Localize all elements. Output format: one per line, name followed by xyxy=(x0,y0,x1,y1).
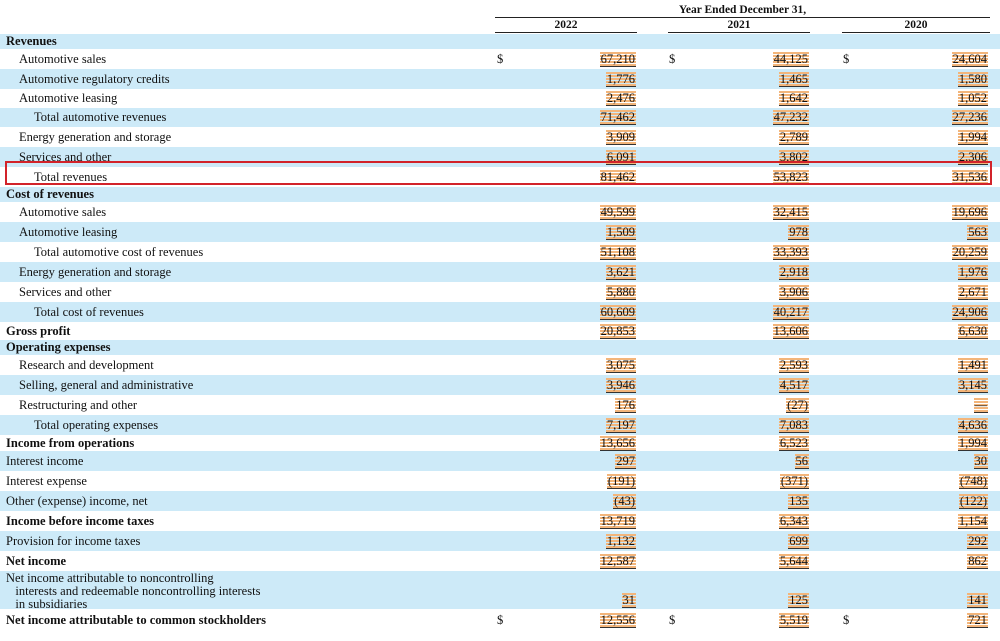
row-label: Net income attributable to common stockholders xyxy=(6,613,267,627)
cell-value: 978 xyxy=(789,225,808,239)
row-label: Cost of revenues xyxy=(6,187,94,201)
row-label: Other (expense) income, net xyxy=(6,494,148,508)
value-cell-2021 xyxy=(699,355,809,375)
value-cell-2020 xyxy=(878,49,988,69)
row-label: Total automotive revenues xyxy=(34,110,167,124)
cell-value: (27) xyxy=(787,398,808,412)
table-row xyxy=(0,609,1000,631)
cell-value: 24,604 xyxy=(952,52,987,66)
row-label: Provision for income taxes xyxy=(6,534,141,548)
row-label: Interest expense xyxy=(6,474,87,488)
value-cell-2020 xyxy=(878,471,988,491)
row-label: Interest income xyxy=(6,454,84,468)
value-cell-2020 xyxy=(878,375,988,395)
year-header-2021: 2021 xyxy=(668,18,810,33)
value-cell-2021 xyxy=(699,222,809,242)
value-cell-2022 xyxy=(526,375,636,395)
value-cell-2020 xyxy=(878,69,988,89)
cell-value: 1,976 xyxy=(958,265,987,279)
value-cell-2020 xyxy=(878,222,988,242)
table-row xyxy=(0,202,1000,222)
cell-value: 2,593 xyxy=(779,358,808,372)
table-row xyxy=(0,108,1000,127)
row-label: Services and other xyxy=(19,285,112,299)
table-row xyxy=(0,147,1000,167)
row-label: Energy generation and storage xyxy=(19,265,172,279)
cell-value: 81,462 xyxy=(600,170,635,184)
row-label: Energy generation and storage xyxy=(19,130,172,144)
row-label: Automotive regulatory credits xyxy=(19,72,170,86)
cell-value: — xyxy=(974,398,987,412)
value-cell-2021 xyxy=(699,322,809,340)
value-cell-2022 xyxy=(526,551,636,571)
value-cell-2021 xyxy=(699,609,809,631)
cell-value: 1,509 xyxy=(606,225,635,239)
cell-value: 2,918 xyxy=(779,265,808,279)
cell-value: 31 xyxy=(622,593,635,607)
cell-value: 5,644 xyxy=(779,554,808,568)
value-cell-2020 xyxy=(878,147,988,167)
table-row xyxy=(0,435,1000,451)
dollar-sign: $ xyxy=(843,613,850,627)
cell-value: 125 xyxy=(789,593,808,607)
cell-value: (371) xyxy=(780,474,808,488)
table-row xyxy=(0,69,1000,89)
value-cell-2022 xyxy=(526,355,636,375)
value-cell-2021 xyxy=(699,491,809,511)
value-cell-2020 xyxy=(878,551,988,571)
cell-value: 51,108 xyxy=(600,245,635,259)
cell-value: 135 xyxy=(789,494,808,508)
cell-value: 47,232 xyxy=(773,110,808,124)
dollar-sign: $ xyxy=(669,52,676,66)
cell-value: 176 xyxy=(616,398,635,412)
cell-value: 32,415 xyxy=(773,205,808,219)
cell-value: 5,519 xyxy=(779,613,808,627)
value-cell-2021 xyxy=(699,167,809,187)
value-cell-2020 xyxy=(878,531,988,551)
value-cell-2021 xyxy=(699,375,809,395)
cell-value: 19,696 xyxy=(952,205,987,219)
row-label: Automotive sales xyxy=(19,205,107,219)
cell-value: 7,197 xyxy=(606,418,635,432)
value-cell-2022 xyxy=(526,302,636,322)
cell-value: 6,343 xyxy=(779,514,808,528)
value-cell-2021 xyxy=(699,395,809,415)
cell-value: 1,776 xyxy=(606,72,635,86)
value-cell-2020 xyxy=(878,491,988,511)
cell-value: 49,599 xyxy=(600,205,635,219)
value-cell-2022 xyxy=(526,262,636,282)
row-label: Total cost of revenues xyxy=(34,305,144,319)
value-cell-2021 xyxy=(699,242,809,262)
cell-value: 13,719 xyxy=(600,514,635,528)
cell-value: 33,393 xyxy=(773,245,808,259)
value-cell-2021 xyxy=(699,49,809,69)
value-cell-2022 xyxy=(526,511,636,531)
value-cell-2020 xyxy=(878,242,988,262)
value-cell-2021 xyxy=(699,451,809,471)
cell-value: 4,636 xyxy=(958,418,987,432)
cell-value: 3,145 xyxy=(958,378,987,392)
value-cell-2020 xyxy=(878,415,988,435)
table-row xyxy=(0,340,1000,355)
cell-value: 24,906 xyxy=(952,305,987,319)
cell-value: 31,536 xyxy=(952,170,987,184)
table-row xyxy=(0,262,1000,282)
table-row xyxy=(0,395,1000,415)
table-row xyxy=(0,375,1000,395)
cell-value: 12,587 xyxy=(600,554,635,568)
cell-value: 40,217 xyxy=(773,305,808,319)
table-row xyxy=(0,34,1000,49)
column-header xyxy=(0,0,1000,34)
value-cell-2021 xyxy=(699,591,809,609)
value-cell-2020 xyxy=(878,451,988,471)
cell-value: 1,465 xyxy=(779,72,808,86)
value-cell-2020 xyxy=(878,511,988,531)
value-cell-2022 xyxy=(526,242,636,262)
table-row xyxy=(0,511,1000,531)
value-cell-2021 xyxy=(699,471,809,491)
value-cell-2021 xyxy=(699,435,809,451)
cell-value: 1,642 xyxy=(779,91,808,105)
value-cell-2020 xyxy=(878,302,988,322)
cell-value: 1,132 xyxy=(606,534,635,548)
table-row xyxy=(0,89,1000,108)
cell-value: 1,580 xyxy=(958,72,987,86)
year-ended-header: Year Ended December 31, xyxy=(495,4,990,18)
cell-value: 1,994 xyxy=(958,130,987,144)
value-cell-2022 xyxy=(526,591,636,609)
cell-value: 20,853 xyxy=(600,324,635,338)
cell-value: 1,052 xyxy=(958,91,987,105)
value-cell-2021 xyxy=(699,511,809,531)
value-cell-2021 xyxy=(699,531,809,551)
table-row xyxy=(0,282,1000,302)
row-label: Operating expenses xyxy=(6,340,111,354)
year-header-2020: 2020 xyxy=(842,18,990,33)
cell-value: 563 xyxy=(968,225,987,239)
table-row xyxy=(0,471,1000,491)
row-label: Income before income taxes xyxy=(6,514,154,528)
row-label: Services and other xyxy=(19,150,112,164)
cell-value: (748) xyxy=(959,474,987,488)
value-cell-2022 xyxy=(526,282,636,302)
cell-value: 6,630 xyxy=(958,324,987,338)
value-cell-2022 xyxy=(526,222,636,242)
table-row xyxy=(0,491,1000,511)
value-cell-2022 xyxy=(526,108,636,127)
value-cell-2022 xyxy=(526,127,636,147)
cell-value: 30 xyxy=(974,454,987,468)
table-row xyxy=(0,167,1000,187)
cell-value: 3,075 xyxy=(606,358,635,372)
cell-value: 20,259 xyxy=(952,245,987,259)
cell-value: 44,125 xyxy=(773,52,808,66)
cell-value: 141 xyxy=(968,593,987,607)
row-label: Gross profit xyxy=(6,324,71,338)
cell-value: 13,606 xyxy=(773,324,808,338)
cell-value: 699 xyxy=(789,534,808,548)
row-label: Net income xyxy=(6,554,67,568)
cell-value: (43) xyxy=(614,494,635,508)
value-cell-2020 xyxy=(878,108,988,127)
value-cell-2021 xyxy=(699,551,809,571)
value-cell-2022 xyxy=(526,531,636,551)
row-label: Total operating expenses xyxy=(34,418,159,432)
value-cell-2022 xyxy=(526,167,636,187)
cell-value: 4,517 xyxy=(779,378,808,392)
row-label: Automotive leasing xyxy=(19,225,118,239)
value-cell-2021 xyxy=(699,89,809,108)
table-row xyxy=(0,127,1000,147)
value-cell-2020 xyxy=(878,282,988,302)
cell-value: 27,236 xyxy=(952,110,987,124)
value-cell-2021 xyxy=(699,282,809,302)
cell-value: 6,523 xyxy=(779,436,808,450)
cell-value: 1,154 xyxy=(958,514,987,528)
value-cell-2020 xyxy=(878,355,988,375)
row-label: Total automotive cost of revenues xyxy=(34,245,204,259)
cell-value: 292 xyxy=(968,534,987,548)
value-cell-2022 xyxy=(526,395,636,415)
cell-value: 721 xyxy=(968,613,987,627)
value-cell-2022 xyxy=(526,69,636,89)
value-cell-2022 xyxy=(526,451,636,471)
dollar-sign: $ xyxy=(669,613,676,627)
row-label: Automotive leasing xyxy=(19,91,118,105)
value-cell-2021 xyxy=(699,69,809,89)
value-cell-2021 xyxy=(699,147,809,167)
value-cell-2022 xyxy=(526,471,636,491)
dollar-sign: $ xyxy=(497,613,504,627)
cell-value: 67,210 xyxy=(600,52,635,66)
row-label: Selling, general and administrative xyxy=(19,378,194,392)
cell-value: (122) xyxy=(959,494,987,508)
cell-value: 71,462 xyxy=(600,110,635,124)
cell-value: 862 xyxy=(968,554,987,568)
cell-value: 56 xyxy=(795,454,808,468)
cell-value: 2,476 xyxy=(606,91,635,105)
cell-value: 3,946 xyxy=(606,378,635,392)
value-cell-2022 xyxy=(526,147,636,167)
table-row xyxy=(0,187,1000,202)
row-label: Net income attributable to noncontrolling interests and redeemable noncontrolling interests in subsidiaries xyxy=(6,571,261,611)
value-cell-2021 xyxy=(699,262,809,282)
value-cell-2022 xyxy=(526,609,636,631)
table-row xyxy=(0,415,1000,435)
cell-value: 6,091 xyxy=(606,150,635,164)
table-row xyxy=(0,222,1000,242)
value-cell-2022 xyxy=(526,415,636,435)
cell-value: 1,491 xyxy=(958,358,987,372)
cell-value: 3,906 xyxy=(779,285,808,299)
row-label: Revenues xyxy=(6,34,57,48)
value-cell-2021 xyxy=(699,302,809,322)
value-cell-2021 xyxy=(699,108,809,127)
value-cell-2020 xyxy=(878,89,988,108)
table-row xyxy=(0,571,1000,609)
table-row xyxy=(0,531,1000,551)
value-cell-2020 xyxy=(878,127,988,147)
value-cell-2021 xyxy=(699,415,809,435)
value-cell-2020 xyxy=(878,435,988,451)
value-cell-2022 xyxy=(526,89,636,108)
value-cell-2022 xyxy=(526,491,636,511)
cell-value: 13,656 xyxy=(600,436,635,450)
cell-value: 297 xyxy=(616,454,635,468)
value-cell-2020 xyxy=(878,591,988,609)
value-cell-2022 xyxy=(526,202,636,222)
value-cell-2022 xyxy=(526,49,636,69)
table-row xyxy=(0,242,1000,262)
row-label: Automotive sales xyxy=(19,52,107,66)
dollar-sign: $ xyxy=(843,52,850,66)
cell-value: 60,609 xyxy=(600,305,635,319)
table-row xyxy=(0,322,1000,340)
table-row xyxy=(0,551,1000,571)
row-label: Income from operations xyxy=(6,436,135,450)
cell-value: 2,789 xyxy=(779,130,808,144)
table-row xyxy=(0,49,1000,69)
value-cell-2021 xyxy=(699,202,809,222)
value-cell-2021 xyxy=(699,127,809,147)
cell-value: 7,083 xyxy=(779,418,808,432)
cell-value: 5,880 xyxy=(606,285,635,299)
table-row xyxy=(0,355,1000,375)
value-cell-2020 xyxy=(878,322,988,340)
value-cell-2020 xyxy=(878,395,988,415)
cell-value: (191) xyxy=(607,474,635,488)
dollar-sign: $ xyxy=(497,52,504,66)
value-cell-2022 xyxy=(526,322,636,340)
cell-value: 53,823 xyxy=(773,170,808,184)
value-cell-2020 xyxy=(878,202,988,222)
cell-value: 3,621 xyxy=(606,265,635,279)
value-cell-2022 xyxy=(526,435,636,451)
value-cell-2020 xyxy=(878,262,988,282)
cell-value: 3,909 xyxy=(606,130,635,144)
table-row xyxy=(0,302,1000,322)
year-header-2022: 2022 xyxy=(495,18,637,33)
row-label: Total revenues xyxy=(34,170,108,184)
cell-value: 1,994 xyxy=(958,436,987,450)
cell-value: 3,802 xyxy=(779,150,808,164)
cell-value: 12,556 xyxy=(600,613,635,627)
value-cell-2020 xyxy=(878,609,988,631)
cell-value: 2,671 xyxy=(958,285,987,299)
table-row xyxy=(0,451,1000,471)
value-cell-2020 xyxy=(878,167,988,187)
cell-value: 2,306 xyxy=(958,150,987,164)
row-label: Research and development xyxy=(19,358,154,372)
row-label: Restructuring and other xyxy=(19,398,138,412)
